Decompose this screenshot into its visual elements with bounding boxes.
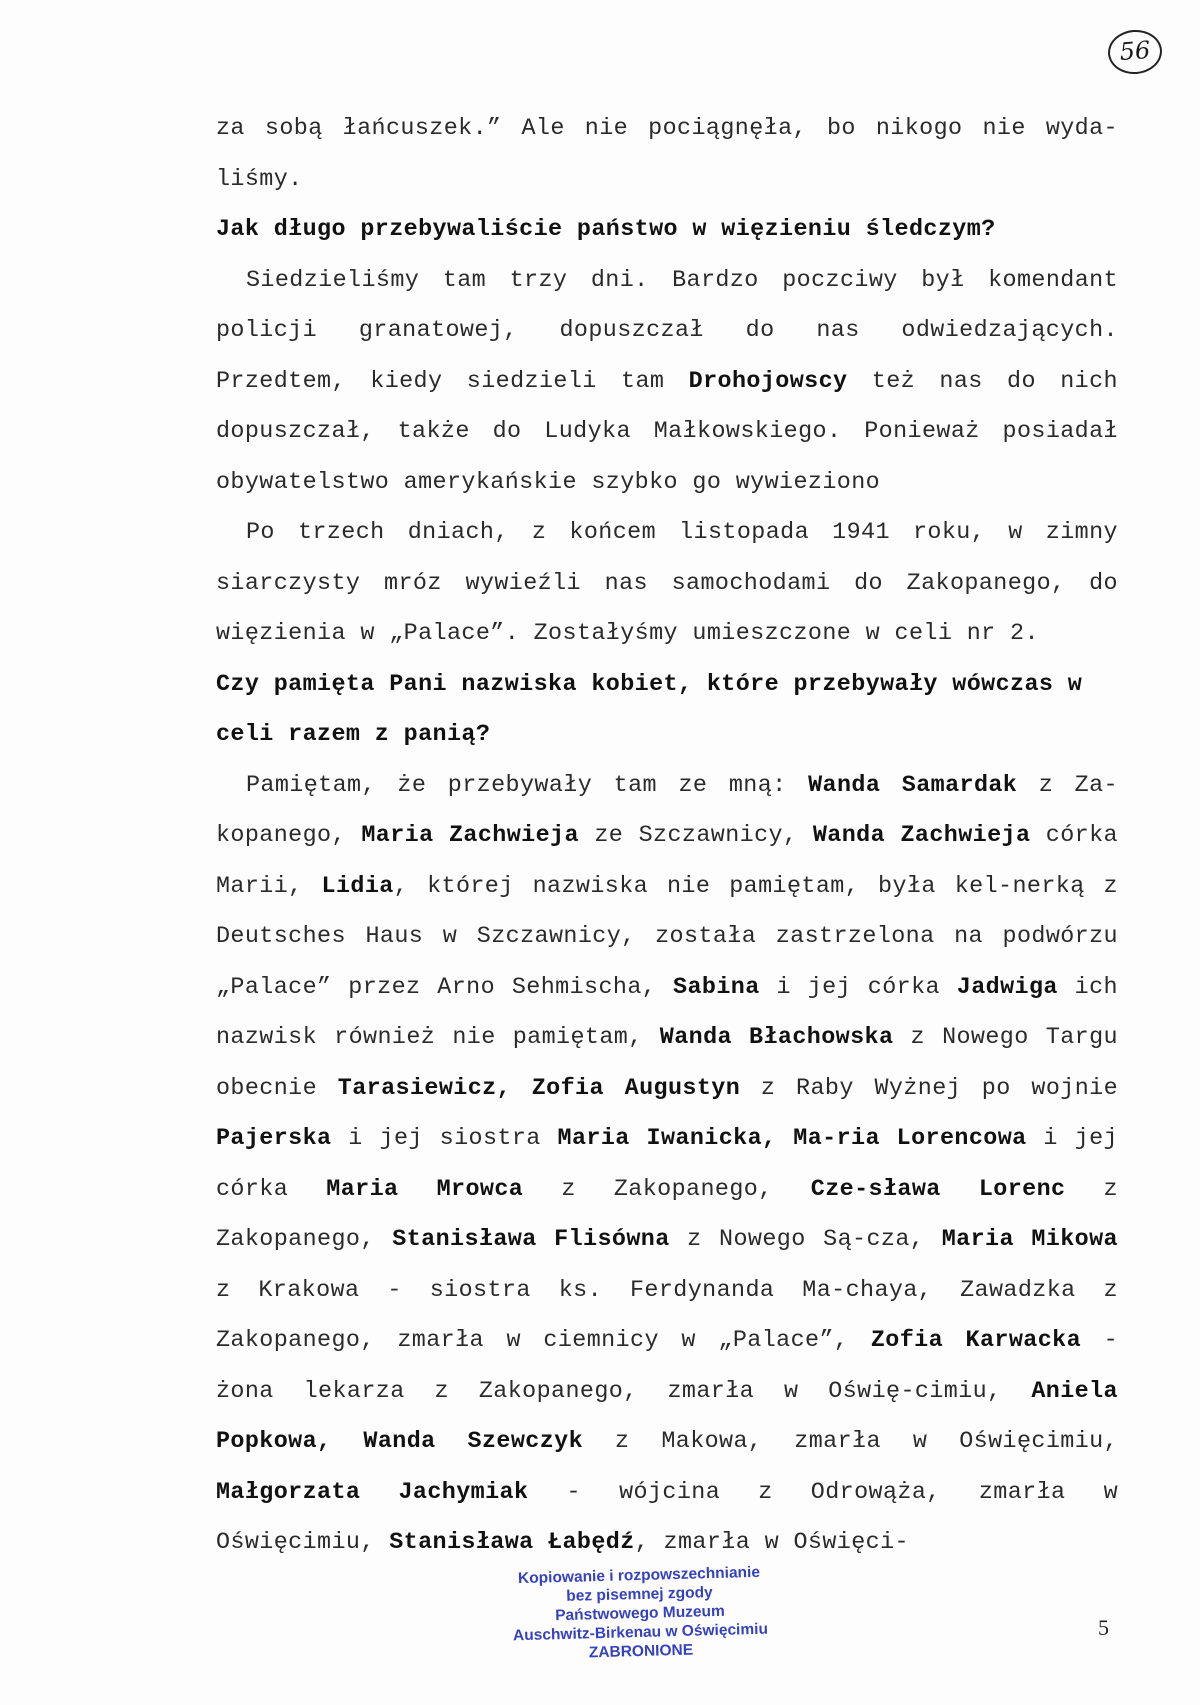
person-name: Tarasiewicz, Zofia Augustyn <box>337 1075 741 1102</box>
answer-text: z Nowego Są-cza, <box>669 1227 942 1253</box>
person-name: Maria Mikowa <box>941 1227 1118 1253</box>
stamp-line: Kopiowanie i rozpowszechnianie <box>517 1563 761 1588</box>
answer-text: i jej córka <box>759 974 957 1001</box>
person-name: Jadwiga <box>956 974 1058 1001</box>
person-name: Wanda Samardak <box>808 772 1018 799</box>
answer-text: i jej siostra <box>331 1126 558 1152</box>
answer-text: też nas do nich dopuszczał, także do Ludyka Małkowskiego. Ponieważ posiadał obywatelstwo amerykańskie szybko go wywieziono <box>216 368 1118 496</box>
person-name: Maria Mrowca <box>326 1176 524 1203</box>
stamp-line: ZABRONIONE <box>588 1641 694 1662</box>
answer-text: z Makowa, zmarła w Oświęcimiu, <box>583 1429 1119 1455</box>
interviewer-question: Czy pamięta Pani nazwiska kobiet, które przebywały wówczas w celi razem z panią? <box>216 671 1083 748</box>
answer-text: Siedzieliśmy tam trzy dni. Bardzo poczciwy był komendant policji granatowej, dopuszczał do nas odwiedzających. Przedtem, kiedy siedzieli tam <box>216 267 1118 395</box>
person-name: Sabina <box>673 974 760 1001</box>
copyright-stamp <box>489 1562 791 1665</box>
answer-text: z Zakopanego, <box>216 1176 1118 1253</box>
answer-paragraph: Po trzech dniach, z końcem listopada 1941 roku, w zimny siarczysty mróz wywieźli nas samochodami do Zakopanego, do więzienia w „Palace”. Zostałyśmy umieszczone w celi nr 2. <box>216 520 1118 647</box>
person-name: Drohojowscy <box>688 368 848 395</box>
interviewer-question: Jak długo przebywaliście państwo w więzieniu śledczym? <box>216 217 996 243</box>
answer-text: - żona lekarza z Zakopanego, zmarła w Oświę-cimiu, <box>216 1328 1119 1405</box>
person-name: Pajerska <box>216 1126 332 1152</box>
stamp-line: bez pisemnej zgody <box>566 1584 713 1605</box>
person-name: Zofia Karwacka <box>870 1328 1082 1354</box>
answer-text: ze Szczawnicy, <box>578 823 813 849</box>
answer-text: z Za-kopanego, <box>216 772 1118 849</box>
person-name: Maria Zachwieja <box>361 823 579 849</box>
person-name: Lidia <box>321 873 394 900</box>
answer-text: z Krakowa - siostra ks. Ferdynanda Ma-chaya, Zawadzka z Zakopanego, zmarła w ciemnicy w „Palace”, <box>216 1277 1118 1354</box>
answer-text: córka Marii, <box>216 823 1118 900</box>
person-name: Wanda Zachwieja <box>812 823 1031 849</box>
person-name: Wanda Błachowska <box>659 1025 894 1051</box>
person-name: Stanisława Flisówna <box>392 1227 670 1253</box>
answer-text: z Raby Wyżnej po wojnie <box>740 1075 1119 1102</box>
answer-text: z Nowego Targu obecnie <box>216 1025 1118 1102</box>
stamp-line: Państwowego Muzeum <box>554 1602 726 1625</box>
answer-text: z Zakopanego, <box>523 1176 811 1203</box>
answer-paragraph <box>216 256 1118 509</box>
stamp-line: Auschwitz-Birkenau w Oświęcimiu <box>512 1620 769 1645</box>
person-name: Aniela Popkowa, Wanda Szewczyk <box>216 1378 1118 1455</box>
testimony-text <box>216 104 1118 1569</box>
paragraph-continuation: za sobą łańcuszek.” Ale nie pociągnęła, bo nikogo nie wyda-liśmy. <box>216 116 1118 193</box>
answer-text: ich nazwisk również nie pamiętam, <box>216 974 1118 1051</box>
answer-text: - wójcina z Odrowąża, zmarła w Oświęcimiu, <box>216 1479 1119 1556</box>
answer-text: Pamiętam, że przebywały tam ze mną: <box>246 772 809 799</box>
person-name: Stanisława Łabędź <box>389 1530 635 1556</box>
page-number: 5 <box>1098 1615 1109 1640</box>
person-name: Maria Iwanicka, Ma-ria Lorencowa <box>557 1126 1027 1152</box>
person-name: Małgorzata Jachymiak <box>216 1479 529 1506</box>
answer-text: , której nazwiska nie pamiętam, była kel-nerką z Deutsches Haus w Szczawnicy, została zastrzelona na podwórzu „Palace” przez Arno Sehmischa, <box>216 873 1118 1001</box>
answer-text: i jej córka <box>216 1126 1118 1203</box>
archive-page-number: 56 <box>1107 28 1164 76</box>
answer-paragraph-names <box>216 761 1118 1569</box>
person-name: Cze-sława Lorenc <box>810 1176 1066 1203</box>
answer-text: , zmarła w Oświęci- <box>634 1530 909 1556</box>
